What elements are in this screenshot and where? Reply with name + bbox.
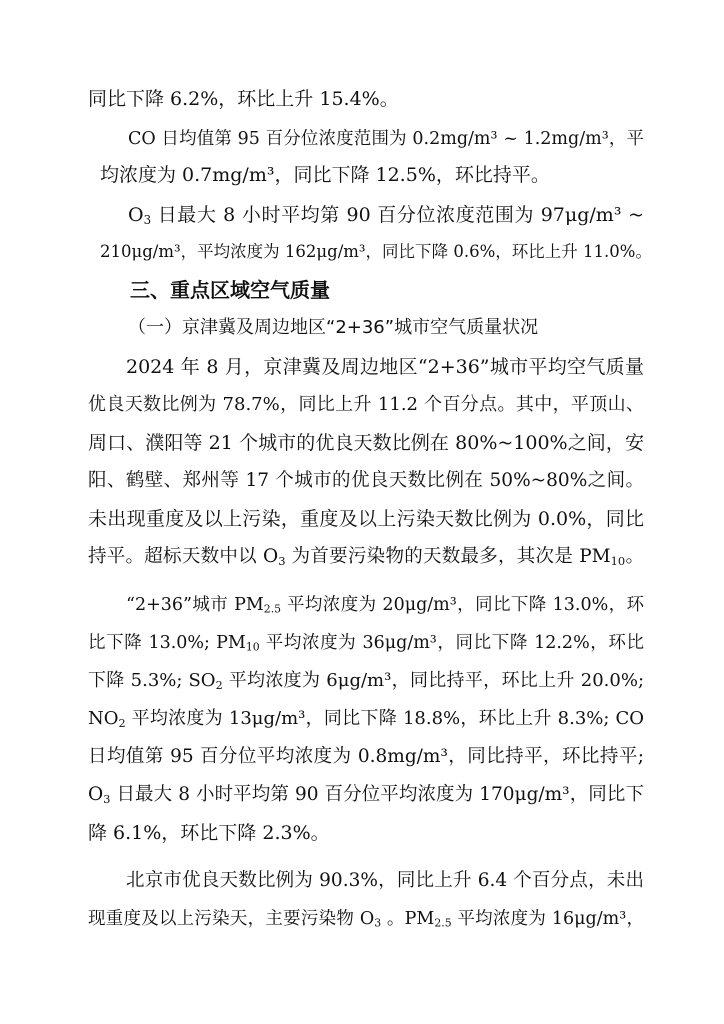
subsection-heading: （一）京津冀及周边地区“2+36”城市空气质量状况 (128, 317, 539, 338)
text-line: $O_3$ 日最大 8 小时平均第 90 百分位浓度范围为 97μg/m³ ~ (128, 204, 644, 227)
text-line: 北京市优良天数比例为 90.3%，同比上升 6.4 个百分点，未出 (126, 870, 644, 891)
text-line: 日均值第 95 百分位平均浓度为 0.8mg/m³，同比持平，环比持平; (88, 746, 644, 767)
text-line: 优良天数比例为 78.7%，同比上升 11.2 个百分点。其中，平顶山、 (88, 394, 644, 415)
text-line: 比下降 13.0%; $PM_{10}$ 平均浓度为 36μg/m³，同比下降 12.2%，环比 (88, 633, 644, 654)
text-line: 同比下降 6.2%，环比上升 15.4%。 (88, 88, 399, 110)
text-line: $O_3$ 日最大 8 小时平均第 90 百分位平均浓度为 170μg/m³，同比下 (88, 784, 644, 806)
section-heading: 三、重点区域空气质量 (130, 278, 330, 302)
text-line: 持平。超标天数中以 $O_3$ 为首要污染物的天数最多，其次是 $PM_{10}$。 (88, 546, 644, 568)
text-line: “2+36”城市 $PM_{2.5}$ 平均浓度为 20μg/m³，同比下降 13.0%，环 (126, 595, 644, 616)
text-line: $NO_2$ 平均浓度为 13μg/m³，同比下降 18.8%，环比上升 8.3%; CO (88, 708, 644, 730)
text-line: 未出现重度及以上污染，重度及以上污染天数比例为 0.0%，同比 (88, 508, 644, 530)
text-line: 均浓度为 0.7mg/m³，同比下降 12.5%，环比持平。 (100, 164, 550, 186)
text-line: 下降 5.3%; $SO_2$ 平均浓度为 6μg/m³，同比持平，环比上升 20.0%; (88, 670, 645, 692)
text-line: 现重度及以上污染天，主要污染物 $O_3$ 。$PM_{2.5}$ 平均浓度为 16μg/m³， (88, 909, 644, 930)
text-line: 210μg/m³，平均浓度为 162μg/m³，同比下降 0.6%，环比上升 11.0%。 (100, 242, 652, 261)
text-line: 周口、濮阳等 21 个城市的优良天数比例在 80%~100%之间，安 (88, 432, 644, 454)
text-line: 阳、鹤壁、郑州等 17 个城市的优良天数比例在 50%~80%之间。 (88, 470, 644, 491)
text-line: 降 6.1%，环比下降 2.3%。 (88, 822, 330, 844)
text-line: CO 日均值第 95 百分位浓度范围为 0.2mg/m³ ~ 1.2mg/m³，平 (128, 129, 644, 149)
text-line: 2024 年 8 月，京津冀及周边地区“2+36”城市平均空气质量 (126, 356, 644, 378)
